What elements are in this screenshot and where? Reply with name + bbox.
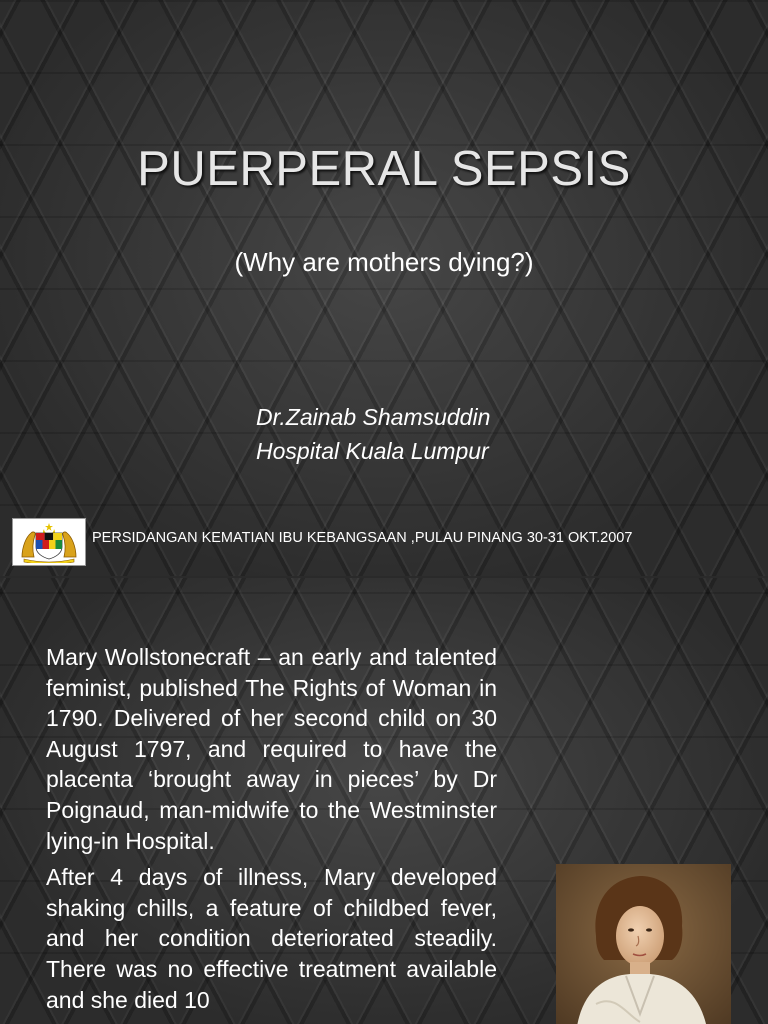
conference-caption: PERSIDANGAN KEMATIAN IBU KEBANGSAAN ,PULAU PINANG 30-31 OKT.2007 <box>92 530 633 546</box>
author-affiliation: Hospital Kuala Lumpur <box>256 438 489 464</box>
slide-history <box>0 578 768 1024</box>
paragraph-wollstonecraft: Mary Wollstonecraft – an early and talented feminist, published The Rights of Woman in 1790. Delivered of her second child on 30 August 1797, and required to have the placenta ‘brought away in pieces’ by Dr Poignaud, man-midwife to the Westminster lying-in Hospital. <box>46 644 497 854</box>
slide-body-text <box>46 642 497 1021</box>
author-name: Dr.Zainab Shamsuddin <box>256 404 491 430</box>
paragraph-illness: After 4 days of illness, Mary developed shaking chills, a feature of childbed fever, and her condition deteriorated steadily. There was no effective treatment available and she died 10 <box>46 864 497 1013</box>
slide-subtitle: (Why are mothers dying?) <box>234 247 534 277</box>
coat-of-arms-icon <box>12 518 86 566</box>
author-block <box>256 400 490 468</box>
portrait-painting-icon <box>556 864 731 1024</box>
slide-title-heading: PUERPERAL SEPSIS <box>137 142 631 196</box>
